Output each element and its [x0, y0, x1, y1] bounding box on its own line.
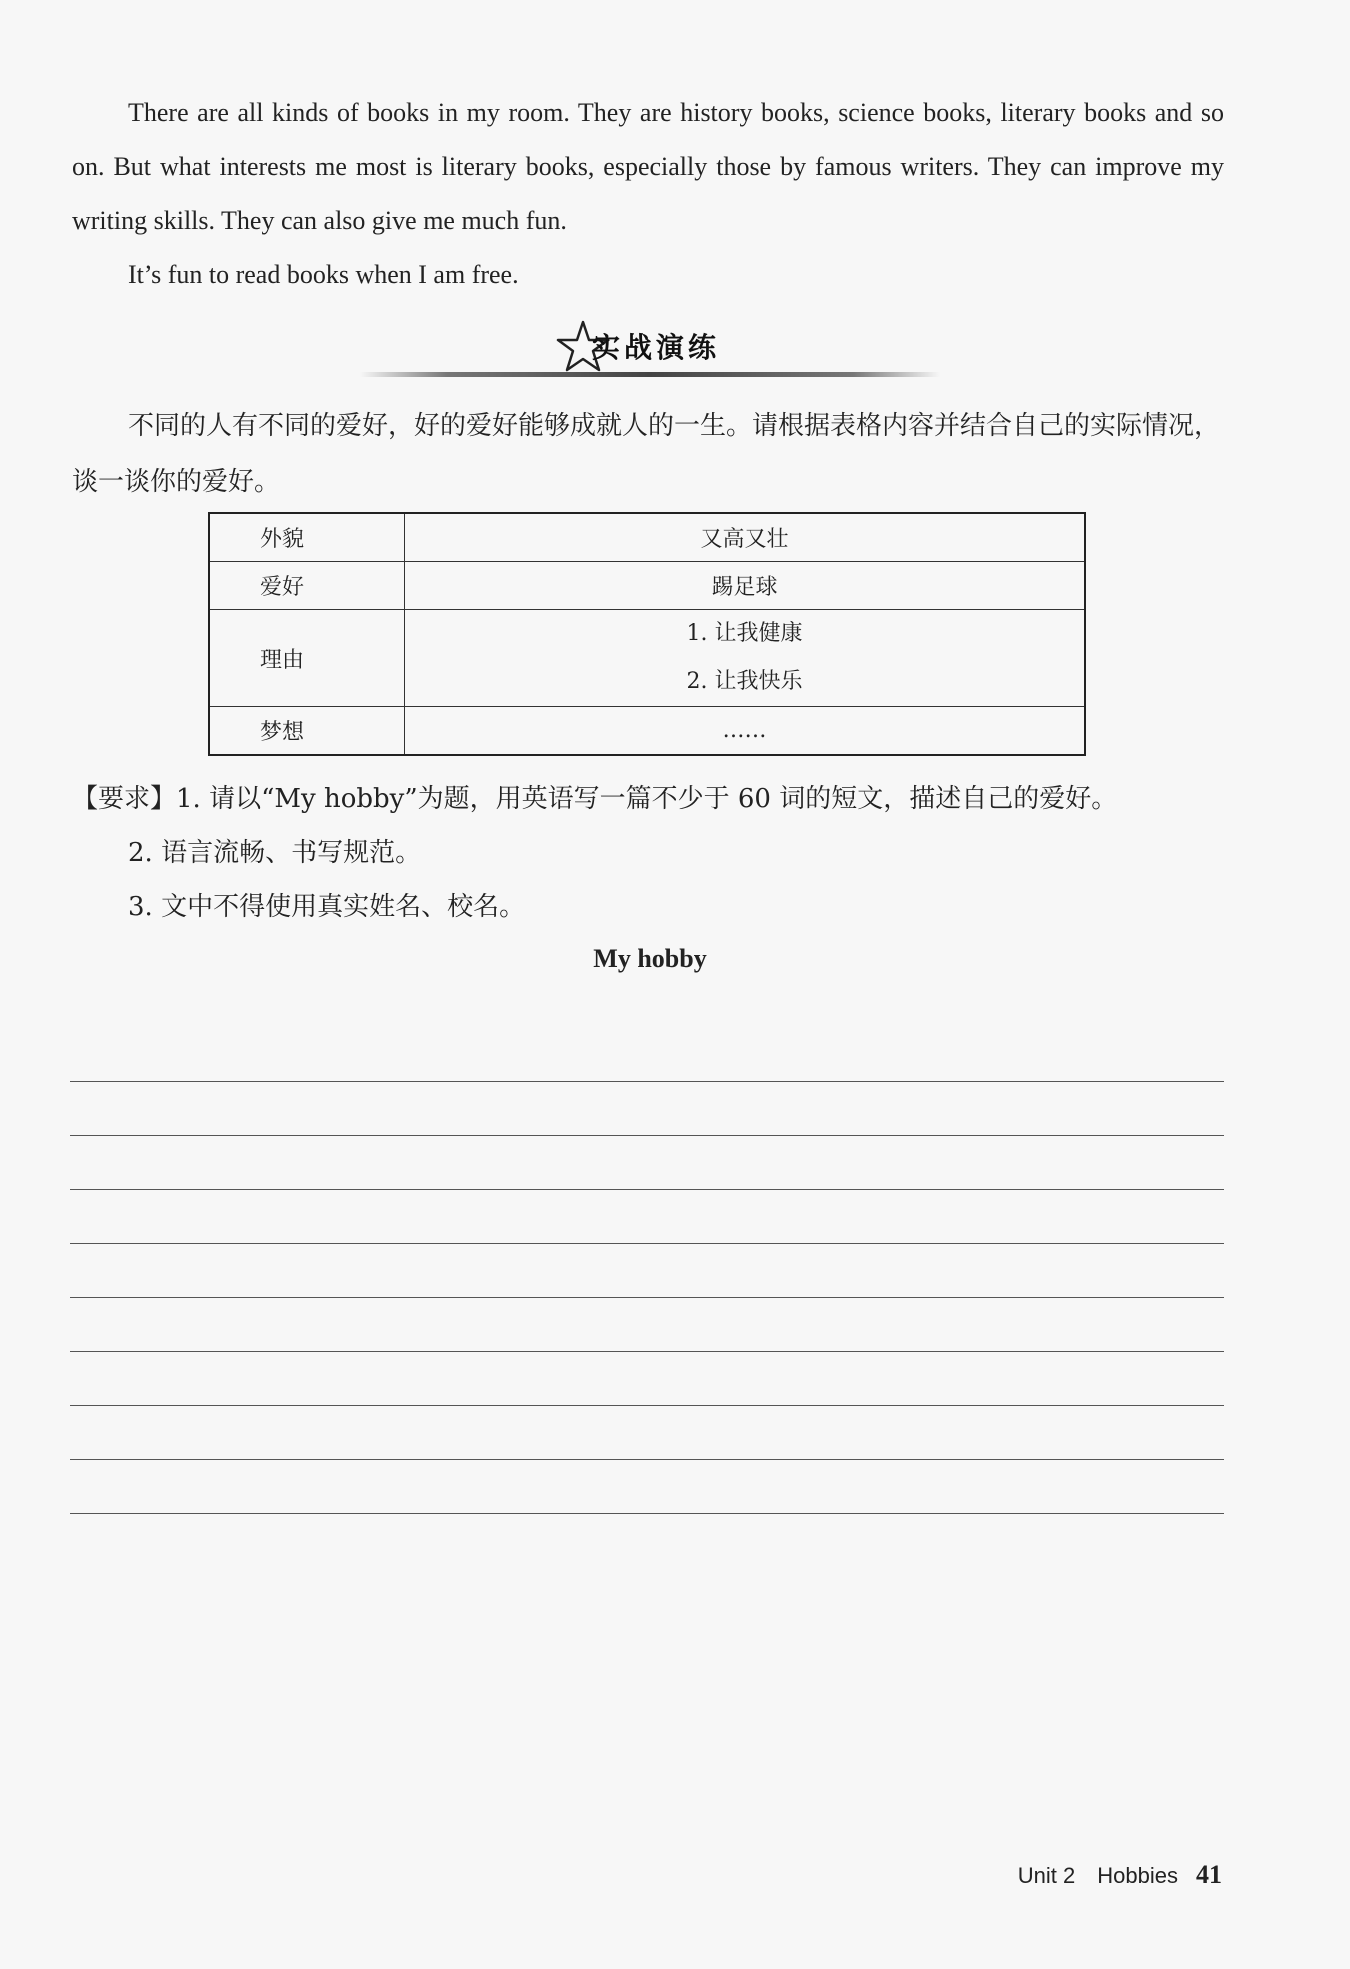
table-row: [209, 610, 1085, 707]
row-label: 外貌: [209, 513, 405, 562]
section-banner: [360, 320, 940, 382]
writing-line[interactable]: [70, 1352, 1224, 1406]
page-number: 41: [1196, 1860, 1222, 1889]
writing-line[interactable]: [70, 1028, 1224, 1082]
writing-line[interactable]: [70, 1298, 1224, 1352]
requirement-1: 【要求】1. 请以“My hobby”为题，用英语写一篇不少于 60 词的短文，描述自己的爱好。: [72, 784, 1118, 814]
essay-title: My hobby: [593, 944, 707, 973]
writing-line[interactable]: [70, 1136, 1224, 1190]
info-table: [208, 512, 1086, 756]
reason-1: 1. 让我健康: [686, 621, 803, 646]
row-value: 踢足球: [405, 562, 1086, 610]
passage: [72, 86, 1224, 302]
writing-line[interactable]: [70, 1082, 1224, 1136]
table-row: [209, 513, 1085, 562]
footer-topic: Hobbies: [1097, 1863, 1178, 1888]
banner-rule: [360, 372, 940, 377]
table-row: [209, 707, 1085, 756]
row-value: 又高又壮: [405, 513, 1086, 562]
requirements-prefix: 【要求】: [72, 784, 177, 814]
requirement-3: 3. 文中不得使用真实姓名、校名。: [128, 892, 526, 922]
row-label: 梦想: [209, 707, 405, 756]
row-values: [405, 610, 1086, 707]
writing-line[interactable]: [70, 1244, 1224, 1298]
writing-line[interactable]: [70, 1406, 1224, 1460]
row-label: 理由: [209, 610, 405, 707]
table-row: [209, 562, 1085, 610]
section-title: 实战演练: [592, 331, 721, 364]
writing-lines[interactable]: [70, 1028, 1224, 1514]
footer-unit: Unit 2: [1017, 1863, 1076, 1888]
row-value: ……: [405, 707, 1086, 756]
passage-paragraph-2: It’s fun to read books when I am free.: [128, 260, 519, 289]
prompt-text: 不同的人有不同的爱好，好的爱好能够成就人的一生。请根据表格内容并结合自己的实际情况，谈一谈你的爱好。: [72, 411, 1221, 497]
reason-2: 2. 让我快乐: [686, 669, 803, 694]
passage-paragraph-1: There are all kinds of books in my room. They are history books, science books, literary books and so on. But what interests me most is literary books, especially those by famous writers. They can improve my writing skills. They can also give me much fun.: [72, 98, 1224, 235]
requirements: [72, 772, 1272, 934]
writing-prompt: [72, 398, 1224, 510]
writing-line[interactable]: [70, 1460, 1224, 1514]
page-footer: [1018, 1860, 1222, 1890]
writing-line[interactable]: [70, 1190, 1224, 1244]
requirement-2: 2. 语言流畅、书写规范。: [128, 838, 422, 868]
row-label: 爱好: [209, 562, 405, 610]
